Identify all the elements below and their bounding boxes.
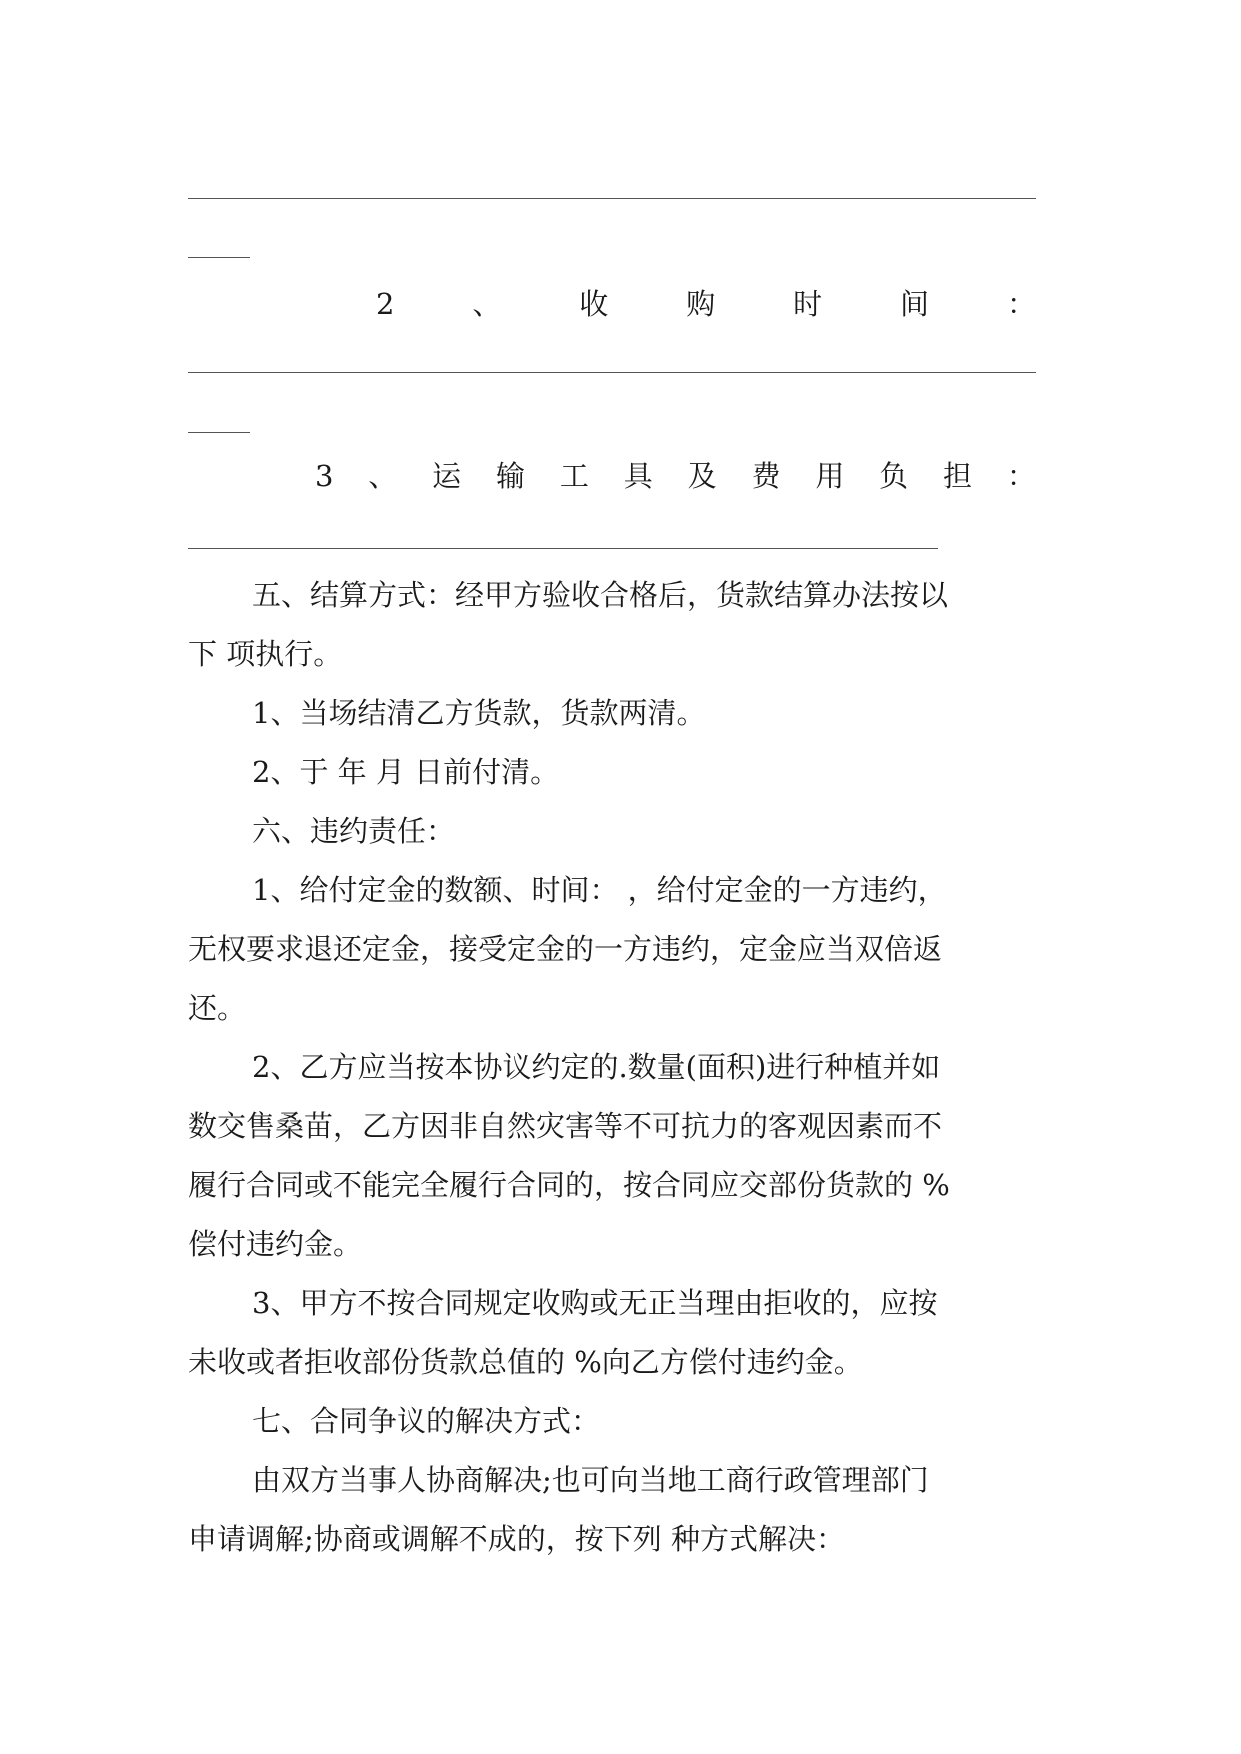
text-line: 还。	[188, 991, 247, 1025]
text-line: 由双方当事人协商解决;也可向当地工商行政管理部门	[252, 1463, 929, 1497]
char: 输	[496, 459, 526, 493]
char: 间	[900, 287, 930, 321]
char: 具	[623, 459, 653, 493]
char: ：	[1006, 459, 1036, 493]
char: 用	[815, 459, 845, 493]
transport-field-label	[315, 456, 1036, 496]
blank-line	[188, 432, 250, 433]
char: 购	[686, 287, 716, 321]
char: 收	[579, 287, 609, 321]
text-line: 偿付违约金。	[188, 1227, 363, 1261]
text-line: 数交售桑苗，乙方因非自然灾害等不可抗力的客观因素而不	[188, 1109, 943, 1143]
text-line: 2、于 年 月 日前付清。	[252, 755, 560, 789]
char: 及	[687, 459, 717, 493]
char: 负	[879, 459, 909, 493]
char: 时	[793, 287, 823, 321]
text-line: 2、乙方应当按本协议约定的.数量(面积)进行种植并如	[252, 1050, 941, 1084]
text-line: 3、甲方不按合同规定收购或无正当理由拒收的，应按	[252, 1286, 938, 1320]
text-line: 无权要求退还定金，接受定金的一方违约，定金应当双倍返	[188, 932, 943, 966]
char: 、	[368, 459, 398, 493]
text-line: 1、当场结清乙方货款，货款两清。	[252, 696, 706, 730]
text-line: 未收或者拒收部份货款总值的 %向乙方偿付违约金。	[188, 1345, 863, 1379]
text-line: 1、给付定金的数额、时间： ，给付定金的一方违约，	[252, 873, 947, 907]
char: 3	[315, 459, 334, 493]
text-line: 七、合同争议的解决方式：	[252, 1404, 601, 1438]
char: 运	[432, 459, 462, 493]
char: ：	[1006, 287, 1036, 321]
blank-line	[188, 198, 1036, 199]
char: 、	[472, 287, 502, 321]
char: 担	[943, 459, 973, 493]
text-line: 申请调解;协商或调解不成的，按下列 种方式解决：	[188, 1522, 845, 1556]
blank-line	[188, 372, 1036, 373]
blank-line	[188, 548, 938, 549]
text-line: 履行合同或不能完全履行合同的，按合同应交部份货款的 %	[188, 1168, 950, 1202]
purchase-time-field-label	[376, 284, 1036, 324]
char: 工	[559, 459, 589, 493]
char: 2	[376, 287, 395, 321]
text-line: 五、结算方式：经甲方验收合格后，货款结算办法按以	[252, 578, 949, 612]
text-line: 六、违约责任：	[252, 814, 456, 848]
text-line: 下 项执行。	[188, 637, 343, 671]
blank-line	[188, 257, 250, 258]
char: 费	[751, 459, 781, 493]
